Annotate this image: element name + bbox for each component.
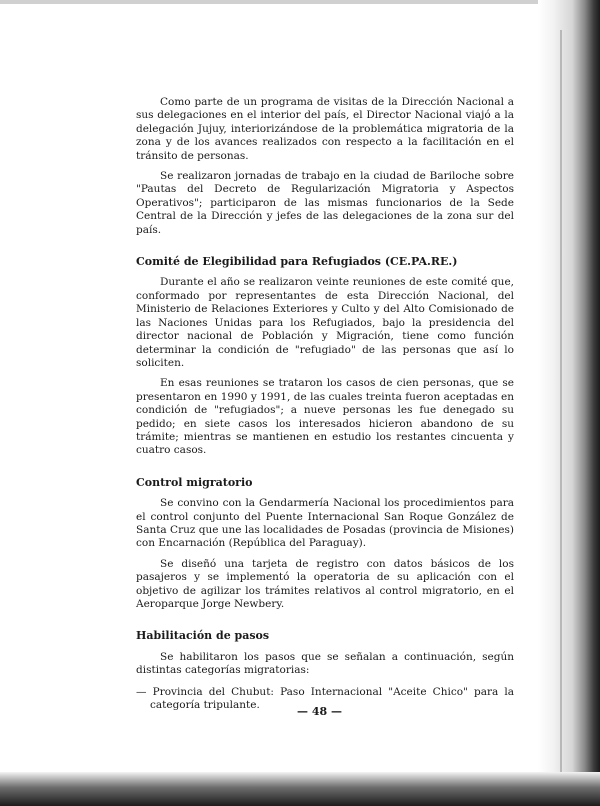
page-top-edge [0,0,600,4]
paragraph-control-2: Se diseñó una tarjeta de registro con datos básicos de los pasajeros y se implementó la operatoria de su aplicación con el objetivo de agilizar los trámites relativos al control migratorio, en el Aeroparque Jorge Newbery. [136,557,514,610]
book-spine-shadow [538,0,600,806]
page-bottom-shadow [0,772,600,806]
section-heading-pasos: Habilitación de pasos [136,629,270,643]
page-body [136,96,514,712]
paragraph-pasos-1: Se habilitaron los pasos que se señalan a continuación, según distintas categorías migratorias: [136,650,514,677]
paragraph-intro-1: Como parte de un programa de visitas de la Dirección Nacional a sus delegaciones en el interior del país, el Director Nacional viajó a la delegación Jujuy, interiorizándose de la problemática migratoria de la zona y de los avances realizados con respecto a la facilitación en el tránsito de personas. [136,96,514,162]
paragraph-control-1: Se convino con la Gendarmería Nacional los procedimientos para el control conjunto del Puente Internacional San Roque González de Santa Cruz que une las localidades de Posadas (provincia de Misiones) con Encarnación (República del Paraguay). [136,497,514,550]
page-number: — 48 — [297,705,342,718]
section-heading-control: Control migratorio [136,475,253,489]
section-heading-cepare: Comité de Elegibilidad para Refugiados (CE.PA.RE.) [136,255,458,269]
paragraph-intro-2: Se realizaron jornadas de trabajo en la ciudad de Bariloche sobre "Pautas del Decreto de Regularización Migratoria y Aspectos Operativos"; participaron de las mismas funcionarios de la Sede Central de la Dirección y jefes de las delegaciones de la zona sur del país. [136,170,514,236]
paragraph-cepare-1: Durante el año se realizaron veinte reuniones de este comité que, conformado por representantes de esta Dirección Nacional, del Ministerio de Relaciones Exteriores y Culto y del Alto Comisionado de las Naciones Unidas para los Refugiados, bajo la presidencia del director nacional de Población y Migración, tiene como función determinar la condición de "refugiado" de las personas que así lo soliciten. [136,276,514,369]
page-edge-line [560,30,562,790]
paragraph-cepare-2: En esas reuniones se trataron los casos de cien personas, que se presentaron en 1990 y 1991, de las cuales treinta fueron aceptadas en condición de "refugiados"; a nueve personas les fue denegado su pedido; en siete casos los interesados hicieron abandono de su trámite; mientras se mantienen en estudio los restantes cincuenta y cuatro casos. [136,377,514,457]
list-item-chubut: — Provincia del Chubut: Paso Internacional "Aceite Chico" para la categoría tripulante. [136,685,514,712]
